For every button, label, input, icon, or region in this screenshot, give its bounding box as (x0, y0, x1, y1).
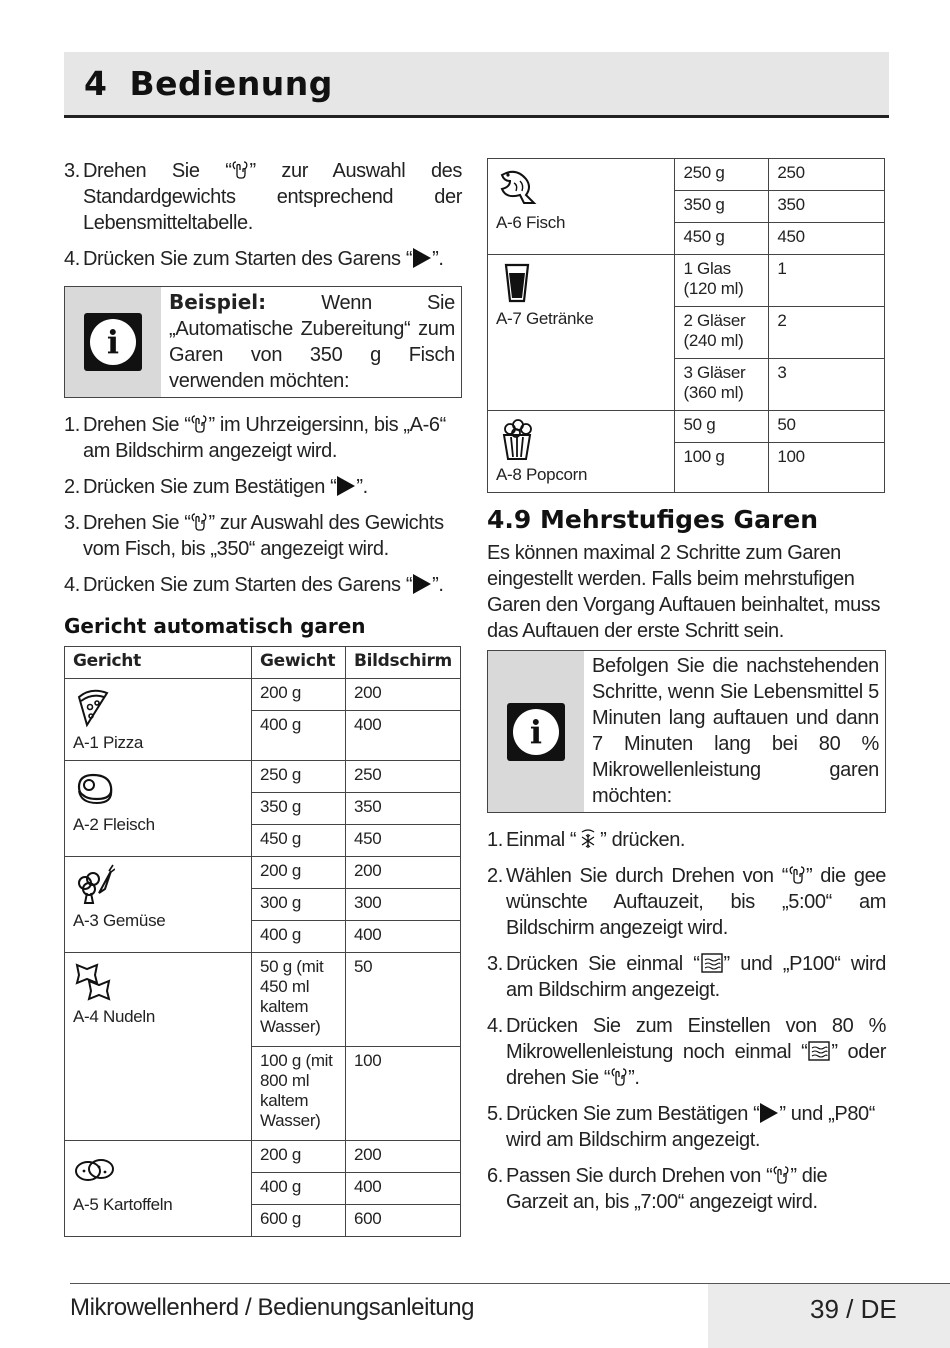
pizza-icon (73, 685, 115, 729)
dish-name: A-3 Gemüse (73, 911, 166, 930)
display-cell: 100 (345, 1047, 460, 1141)
dish-cell (488, 411, 675, 493)
display-cell: 200 (345, 1141, 460, 1173)
dish-name: A-6 Fisch (496, 213, 566, 232)
display-cell: 250 (769, 159, 885, 191)
dial-icon (772, 1165, 790, 1185)
dish-cell (65, 857, 252, 953)
defrost-icon (576, 828, 600, 850)
dish-name: A-5 Kartoffeln (73, 1195, 173, 1214)
display-cell: 450 (345, 825, 460, 857)
steak-icon (73, 767, 115, 811)
table-header-row (65, 647, 461, 679)
weight-cell: 3 Gläser (360 ml) (675, 359, 769, 411)
list-item: 3. Drücken Sie einmal “ ” und „P100“ wird am Bildschirm angezeigt. (487, 953, 886, 1001)
display-cell: 350 (345, 793, 460, 825)
dish-cell (65, 1141, 252, 1237)
list-item: 2. Drücken Sie zum Bestätigen “ ”. (64, 476, 368, 498)
list-item: 2. Wählen Sie durch Drehen von “ ” die gee wünschte Auftauzeit, bis „5:00“ am Bildschirm angezeigt wird. (487, 865, 887, 939)
chapter-name: Bedienung (129, 64, 333, 103)
start-icon (337, 476, 355, 496)
display-cell: 600 (345, 1205, 460, 1237)
display-cell: 200 (345, 679, 460, 711)
display-cell: 400 (345, 711, 460, 761)
weight-cell: 600 g (252, 1205, 346, 1237)
example-note (64, 286, 462, 398)
weight-cell: 350 g (675, 191, 769, 223)
table-row (488, 255, 885, 307)
section-title: 4.9 Mehrstufiges Garen (487, 505, 819, 534)
dial-icon (610, 1067, 628, 1087)
start-icon (413, 248, 431, 268)
dial-icon (190, 512, 208, 532)
table-row (65, 953, 461, 1047)
auto-cook-table (64, 646, 461, 1237)
dish-cell (488, 159, 675, 255)
dish-cell (65, 953, 252, 1141)
dish-name: A-8 Popcorn (496, 465, 588, 484)
section-intro: Es können maximal 2 Schritte zum Garen eingestellt werden. Falls beim mehrstufigen Garen den Vorgang Auftauen beinhaltet, muss das Auftauen der erste Schritt sein. (487, 542, 881, 642)
fish-icon (496, 165, 538, 209)
dish-cell (65, 679, 252, 761)
popcorn-icon (496, 417, 538, 461)
display-cell: 100 (769, 443, 885, 493)
weight-cell: 2 Gläser (240 ml) (675, 307, 769, 359)
microwave-icon (807, 1040, 831, 1062)
list-item: 3. Drehen Sie “ ” zur Auswahl des Standardgewichts entsprechend der Lebensmitteltabelle. (64, 160, 462, 234)
auto-cook-table-continued (487, 158, 885, 493)
list-item: 6. Passen Sie durch Drehen von “ ” die Garzeit an, bis „7:00“ angezeigt wird. (487, 1165, 828, 1213)
list-item: 4. Drücken Sie zum Starten des Garens “ ”. (64, 248, 444, 270)
chapter-title (84, 64, 333, 103)
dial-icon (231, 160, 249, 180)
display-cell: 1 (769, 255, 885, 307)
weight-cell: 100 g (675, 443, 769, 493)
list-item: 1. Drehen Sie “ ” im Uhrzeigersinn, bis „A-6“ am Bildschirm angezeigt wird. (64, 414, 446, 462)
list-item: 5. Drücken Sie zum Bestätigen “ ” und „P80“ wird am Bildschirm angezeigt. (487, 1103, 876, 1151)
display-cell: 400 (345, 921, 460, 953)
right-column (487, 158, 886, 1225)
weight-cell: 250 g (675, 159, 769, 191)
list-item: 4. Drücken Sie zum Einstellen von 80 % Mikrowellenleistung noch einmal “ ” oder drehen Sie “ ”. (487, 1015, 886, 1089)
page-footer (70, 1283, 950, 1348)
col-header-display: Bildschirm (345, 647, 460, 679)
display-cell: 200 (345, 857, 460, 889)
dial-icon (788, 865, 806, 885)
display-cell: 250 (345, 761, 460, 793)
dish-name: A-1 Pizza (73, 733, 144, 752)
info-icon-box (65, 287, 161, 397)
weight-cell: 50 g (675, 411, 769, 443)
dish-cell (65, 761, 252, 857)
display-cell: 350 (769, 191, 885, 223)
list-item: 3. Drehen Sie “ ” zur Auswahl des Gewichts vom Fisch, bis „350“ angezeigt wird. (64, 512, 444, 560)
weight-cell: 100 g (mit 800 ml kaltem Wasser) (252, 1047, 346, 1141)
weight-cell: 300 g (252, 889, 346, 921)
weight-cell: 400 g (252, 921, 346, 953)
display-cell: 2 (769, 307, 885, 359)
info-icon-box (488, 651, 584, 812)
weight-cell: 200 g (252, 1141, 346, 1173)
note-text: Wenn Sie „Automatische Zubereitung“ zum Garen von 350 g Fisch verwenden möchten: (169, 292, 455, 392)
weight-cell: 200 g (252, 679, 346, 711)
weight-cell: 250 g (252, 761, 346, 793)
weight-cell: 200 g (252, 857, 346, 889)
chapter-header (64, 52, 889, 118)
weight-cell: 350 g (252, 793, 346, 825)
weight-cell: 50 g (mit 450 ml kaltem Wasser) (252, 953, 346, 1047)
table-heading: Gericht automatisch garen (64, 614, 366, 638)
weight-cell: 400 g (252, 711, 346, 761)
table-row (488, 411, 885, 443)
note-text: Befolgen Sie die nachstehenden Schritte, wenn Sie Lebensmittel 5 Minuten lang auftauen und dann 7 Minuten lang bei 80 % Mikrowellenleistung garen möchten: (592, 655, 879, 807)
drink-icon (496, 261, 538, 305)
note-label: Beispiel: (169, 290, 267, 314)
list-item: 4. Drücken Sie zum Starten des Garens “ ”. (64, 574, 444, 596)
col-header-dish: Gericht (65, 647, 252, 679)
dial-icon (190, 414, 208, 434)
info-icon: i (90, 319, 136, 365)
left-column (64, 158, 462, 1237)
vegetables-icon (73, 863, 115, 907)
display-cell: 450 (769, 223, 885, 255)
weight-cell: 400 g (252, 1173, 346, 1205)
info-icon: i (513, 709, 559, 755)
display-cell: 50 (769, 411, 885, 443)
table-row (65, 1141, 461, 1173)
table-row (488, 159, 885, 191)
dish-cell (488, 255, 675, 411)
display-cell: 3 (769, 359, 885, 411)
table-row (65, 679, 461, 711)
microwave-icon (700, 952, 724, 974)
weight-cell: 1 Glas (120 ml) (675, 255, 769, 307)
start-icon (760, 1103, 778, 1123)
weight-cell: 450 g (675, 223, 769, 255)
display-cell: 50 (345, 953, 460, 1047)
dish-name: A-2 Fleisch (73, 815, 155, 834)
chapter-number: 4 (84, 64, 108, 103)
potatoes-icon (73, 1147, 115, 1191)
start-icon (413, 574, 431, 594)
list-item: 1. Einmal “ ” drücken. (487, 829, 686, 851)
display-cell: 300 (345, 889, 460, 921)
dish-name: A-7 Getränke (496, 309, 594, 328)
weight-cell: 450 g (252, 825, 346, 857)
info-note (487, 650, 886, 813)
display-cell: 400 (345, 1173, 460, 1205)
footer-title: Mikrowellenherd / Bedienungsanleitung (70, 1294, 475, 1321)
col-header-weight: Gewicht (252, 647, 346, 679)
pasta-icon (73, 959, 115, 1003)
table-row (65, 857, 461, 889)
table-row (65, 761, 461, 793)
dish-name: A-4 Nudeln (73, 1007, 156, 1026)
page-number: 39 / DE (708, 1284, 950, 1348)
